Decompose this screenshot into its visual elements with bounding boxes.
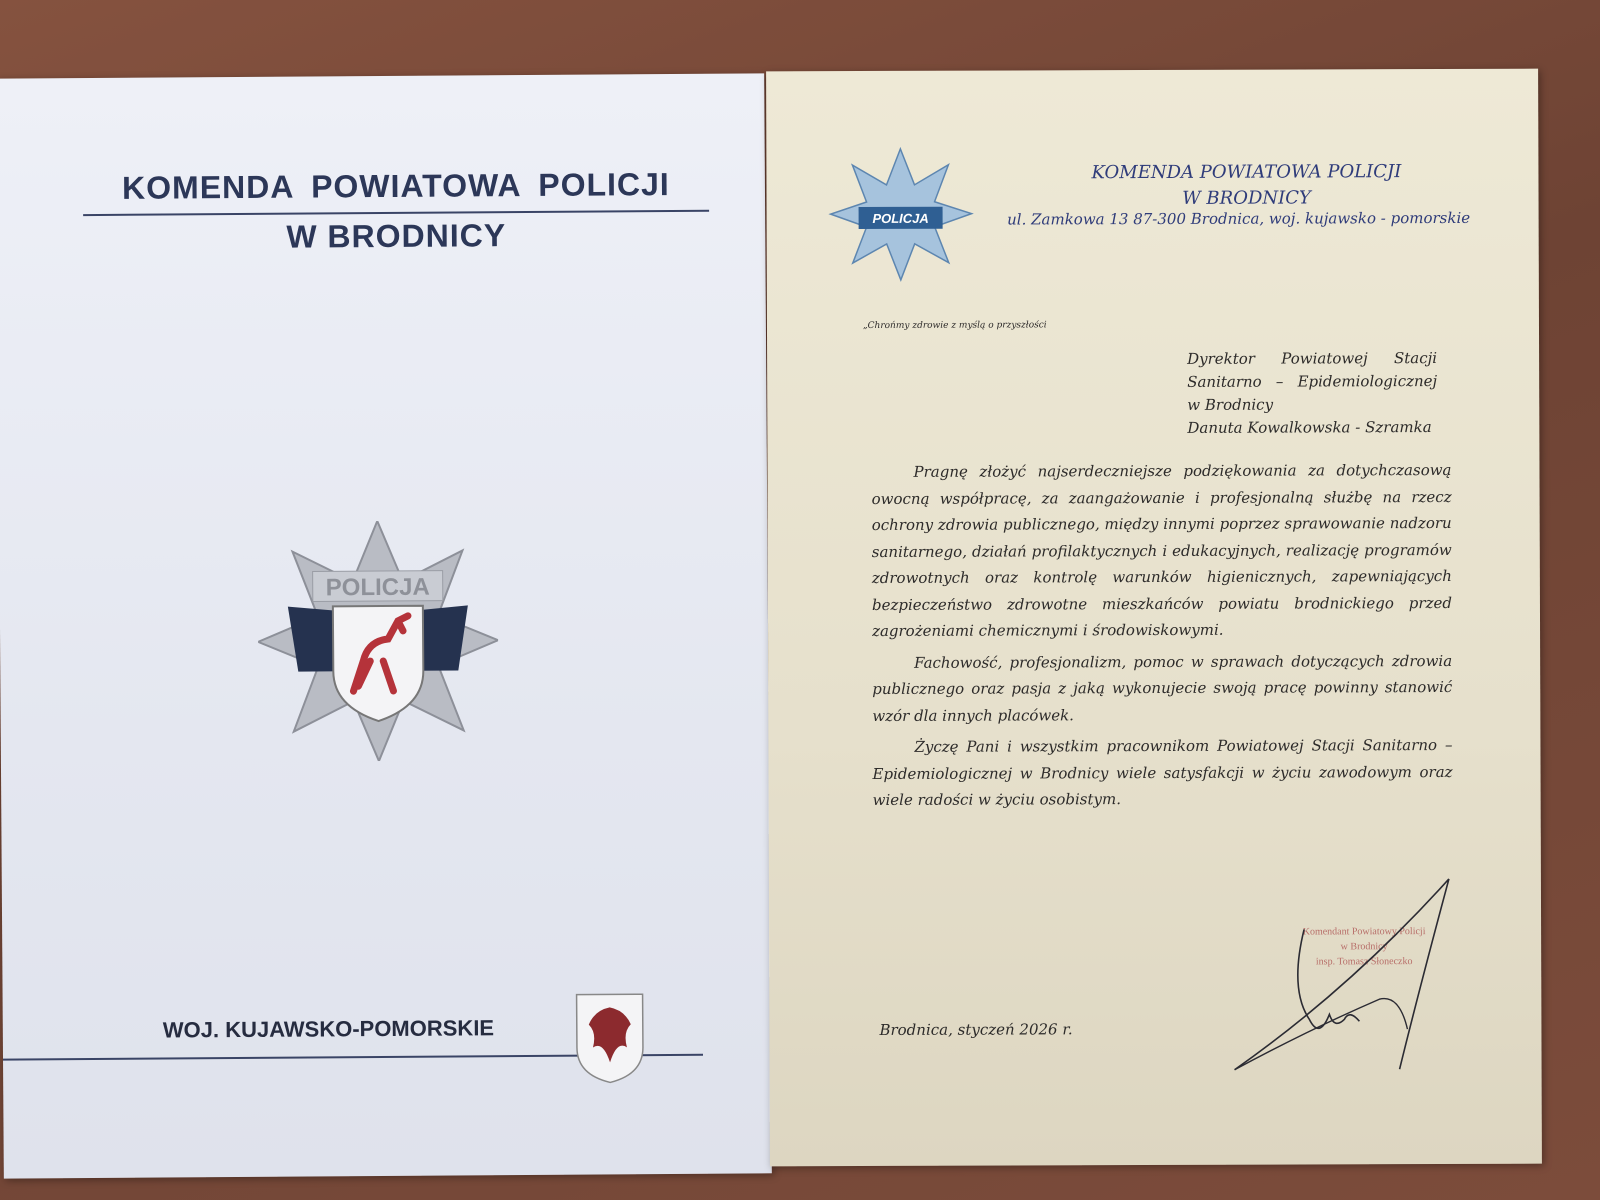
kujawsko-pomorskie-crest-icon xyxy=(575,992,646,1084)
stamp-line: Komendant Powiatowy Policji xyxy=(1302,926,1426,938)
handwritten-signature xyxy=(1229,869,1480,1080)
paragraph: Pragnę złożyć najserdeczniejsze podziękowania za dotychczasową owocną współpracę, za zaangażowanie i profesjonalną służbę na rzecz ochrony zdrowia publicznego, między innymi poprzez sprawowanie nadzoru sanitarnego, działań profilaktycznych i edukacyjnych, realizację programów zdrowotnych oraz kontrolę warunków higienicznych, zapewniających bezpieczeństwo zdrowotne mieszkańców powiatu brodnickiego przed zagrożeniami chemicznymi i środowiskowymi. xyxy=(871,460,1452,640)
letterhead-address: ul. Zamkowa 13 87-300 Brodnica, woj. kujawsko - pomorskie xyxy=(1007,208,1471,229)
stamp-line: w Brodnicy xyxy=(1340,941,1388,953)
police-star-badge-icon xyxy=(257,520,499,762)
folder-title-line2: W BRODNICY xyxy=(286,217,507,255)
recipient-line: Danuta Kowalkowska - Szramka xyxy=(1187,418,1432,437)
letterhead-title xyxy=(1006,159,1486,213)
police-star-logo-icon xyxy=(828,147,973,283)
folder-title xyxy=(83,162,710,260)
recipient-block xyxy=(1187,347,1437,440)
paragraph: Fachowość, profesjonalizm, pomoc w sprawach dotyczących zdrowia publicznego oraz pasja z jaką wykonujecie swoją pracę powinny stanowić wzór dla innych placówek. xyxy=(872,651,1453,725)
recipient-line: w Brodnicy xyxy=(1187,395,1274,414)
police-folder xyxy=(0,73,772,1178)
recipient-line: Dyrektor Powiatowej Stacji xyxy=(1187,349,1438,368)
motto: „Chrońmy zdrowie z myślą o przyszłości xyxy=(862,320,1047,332)
folder-title-line1: KOMENDA POWIATOWA POLICJI xyxy=(83,162,709,216)
paragraph: Życzę Pani i wszystkim pracownikom Powiatowej Stacji Sanitarno – Epidemiologicznej w Brodnicy wiele satysfakcji w życiu zawodowym oraz wiele radości w życiu osobistym. xyxy=(872,735,1453,809)
stamp-line: insp. Tomasz Słoneczko xyxy=(1315,956,1413,968)
thank-you-letter xyxy=(766,69,1542,1167)
letterhead-title-line2: W BRODNICY xyxy=(1182,187,1311,209)
letter-body xyxy=(871,457,1452,819)
folder-region: WOJ. KUJAWSKO-POMORSKIE xyxy=(162,1015,495,1043)
logo-badge-text: POLICJA xyxy=(872,210,929,226)
letter-date: Brodnica, styczeń 2026 r. xyxy=(879,1020,1073,1039)
recipient-line: Sanitarno – Epidemiologicznej xyxy=(1187,372,1438,391)
letterhead-title-line1: KOMENDA POWIATOWA POLICJI xyxy=(1091,161,1402,184)
badge-text: POLICJA xyxy=(325,573,430,602)
